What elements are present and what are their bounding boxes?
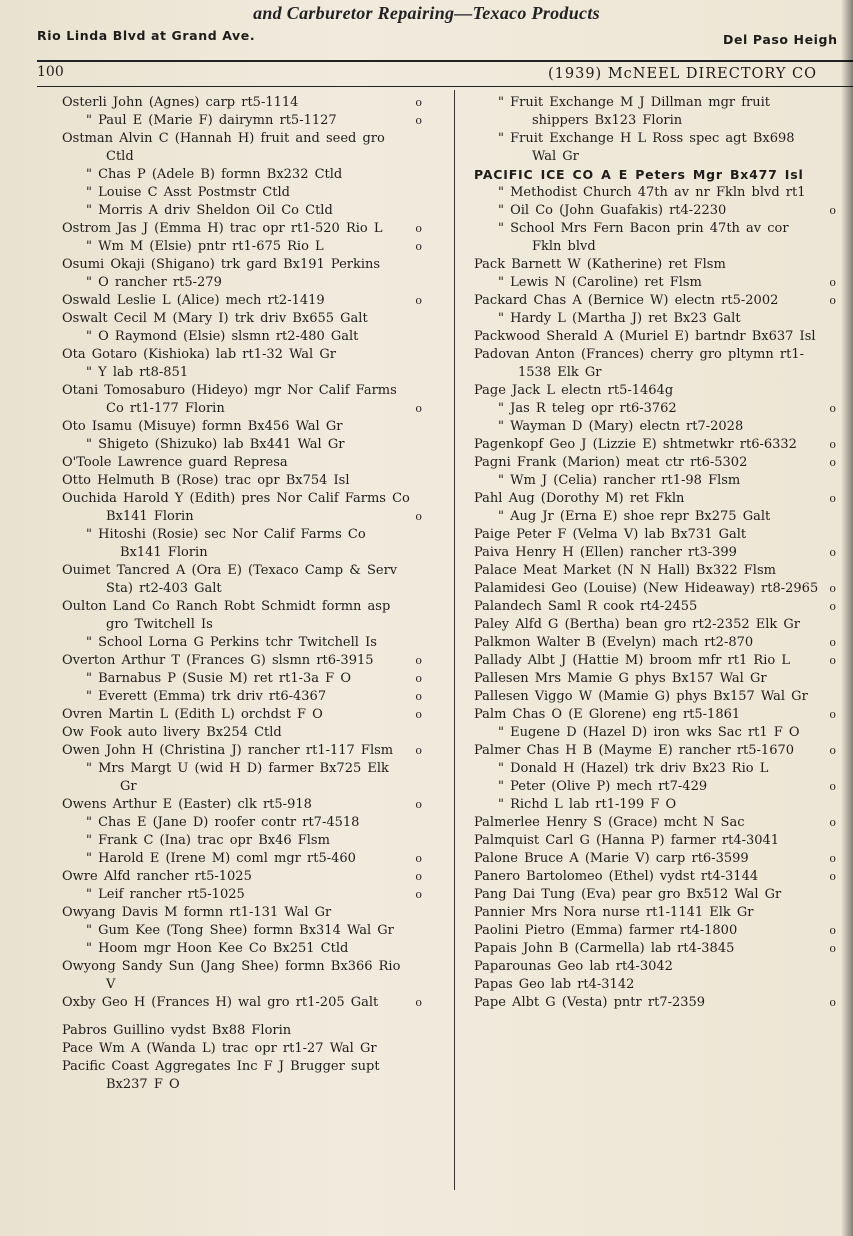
entry-text: " Fruit Exchange M J Dillman mgr fruit shippers Bx123 Florin: [498, 95, 771, 128]
entry-text: Paige Peter F (Velma V) lab Bx731 Galt: [474, 527, 747, 542]
directory-entry: [474, 184, 836, 202]
directory-entry: [474, 544, 836, 562]
directory-entry: [62, 94, 422, 112]
directory-entry: [474, 598, 836, 616]
directory-entry: [474, 850, 836, 868]
directory-entry: [474, 706, 836, 724]
entry-text: Packwood Sherald A (Muriel E) bartndr Bx637 Isl: [474, 329, 816, 344]
entry-text: Palkmon Walter B (Evelyn) mach rt2-870: [474, 635, 754, 650]
entry-text: " Louise C Asst Postmstr Ctld: [86, 185, 290, 200]
directory-entry: [474, 742, 836, 760]
entry-text: Paiva Henry H (Ellen) rancher rt3-399: [474, 545, 737, 560]
owner-mark: o: [829, 942, 836, 955]
entry-text: " Harold E (Irene M) coml mgr rt5-460: [86, 851, 356, 866]
directory-entry: [62, 796, 422, 814]
entry-text: Ostman Alvin C (Hannah H) fruit and seed gro Ctld: [62, 131, 385, 164]
directory-entry: [474, 328, 836, 346]
directory-entry: [62, 868, 422, 886]
entry-text: Palace Meat Market (N N Hall) Bx322 Flsm: [474, 563, 776, 578]
directory-entry: [474, 958, 836, 976]
owner-mark: o: [829, 708, 836, 721]
directory-entry: [62, 814, 422, 832]
entry-text: Packard Chas A (Bernice W) electn rt5-2002: [474, 293, 779, 308]
entry-text: " Shigeto (Shizuko) lab Bx441 Wal Gr: [86, 437, 345, 452]
directory-entry: [62, 760, 422, 796]
directory-entry: [474, 652, 836, 670]
entry-text: Papais John B (Carmella) lab rt4-3845: [474, 941, 735, 956]
entry-text: Pallesen Mrs Mamie G phys Bx157 Wal Gr: [474, 671, 767, 686]
owner-mark: o: [415, 222, 422, 235]
directory-entry: [62, 598, 422, 634]
entry-text: Overton Arthur T (Frances G) slsmn rt6-3915: [62, 653, 374, 668]
directory-entry: [474, 688, 836, 706]
entry-text: " Fruit Exchange H L Ross spec agt Bx698 Wal Gr: [498, 131, 795, 164]
directory-entry: [474, 202, 836, 220]
directory-entry: [62, 724, 422, 742]
directory-entry: [62, 994, 422, 1012]
owner-mark: o: [829, 744, 836, 757]
entry-text: Palone Bruce A (Marie V) carp rt6-3599: [474, 851, 749, 866]
directory-entry: [62, 382, 422, 418]
directory-entry: [62, 256, 422, 274]
owner-mark: o: [829, 852, 836, 865]
entry-text: " Morris A driv Sheldon Oil Co Ctld: [86, 203, 333, 218]
owner-mark: o: [415, 852, 422, 865]
owner-mark: o: [415, 402, 422, 415]
entry-text: Osumi Okaji (Shigano) trk gard Bx191 Perkins: [62, 257, 381, 272]
entry-text: Pace Wm A (Wanda L) trac opr rt1-27 Wal Gr: [62, 1041, 377, 1056]
directory-entry: [474, 868, 836, 886]
owner-mark: o: [829, 276, 836, 289]
directory-entry: [474, 382, 836, 400]
directory-entry: [474, 796, 836, 814]
directory-entry: [62, 958, 422, 994]
directory-entry: [474, 418, 836, 436]
directory-entry: [474, 940, 836, 958]
entry-text: " Mrs Margt U (wid H D) farmer Bx725 Elk Gr: [86, 761, 389, 794]
entry-text: " Peter (Olive P) mech rt7-429: [498, 779, 708, 794]
directory-entry: [474, 616, 836, 634]
directory-entry: [62, 238, 422, 256]
entry-text: Pahl Aug (Dorothy M) ret Fkln: [474, 491, 685, 506]
directory-entry: [62, 850, 422, 868]
owner-mark: o: [829, 402, 836, 415]
entry-text: Pallesen Viggo W (Mamie G) phys Bx157 Wal Gr: [474, 689, 808, 704]
entry-text: Pagni Frank (Marion) meat ctr rt6-5302: [474, 455, 748, 470]
entry-text: " Methodist Church 47th av nr Fkln blvd rt1: [498, 185, 806, 200]
binding-shadow: [841, 0, 853, 1236]
entry-text: Pagenkopf Geo J (Lizzie E) shtmetwkr rt6-6332: [474, 437, 797, 452]
owner-mark: o: [415, 240, 422, 253]
directory-entry: [62, 742, 422, 760]
entry-text: Otto Helmuth B (Rose) trac opr Bx754 Isl: [62, 473, 350, 488]
owner-mark: o: [415, 294, 422, 307]
directory-entry: [474, 508, 836, 526]
entry-text: O'Toole Lawrence guard Represa: [62, 455, 288, 470]
entry-text: " Chas E (Jane D) roofer contr rt7-4518: [86, 815, 360, 830]
directory-entry: [62, 472, 422, 490]
entry-text: Palmerlee Henry S (Grace) mcht N Sac: [474, 815, 745, 830]
directory-entry: [62, 328, 422, 346]
entry-text: Palm Chas O (E Glorene) eng rt5-1861: [474, 707, 741, 722]
entry-text: " Hitoshi (Rosie) sec Nor Calif Farms Co Bx141 Florin: [86, 527, 366, 560]
directory-entry: [474, 886, 836, 904]
directory-entry: [474, 454, 836, 472]
directory-entry: [62, 940, 422, 958]
entry-text: Ow Fook auto livery Bx254 Ctld: [62, 725, 282, 740]
directory-entry: [62, 166, 422, 184]
directory-entry: [474, 976, 836, 994]
owner-mark: o: [415, 96, 422, 109]
owner-mark: o: [829, 438, 836, 451]
directory-entry: [474, 490, 836, 508]
entry-text: " Donald H (Hazel) trk driv Bx23 Rio L: [498, 761, 769, 776]
directory-entry: [62, 562, 422, 598]
directory-entry: [62, 436, 422, 454]
entry-text: " Wm M (Elsie) pntr rt1-675 Rio L: [86, 239, 324, 254]
entry-text: Oto Isamu (Misuye) formn Bx456 Wal Gr: [62, 419, 343, 434]
entry-text: Ouchida Harold Y (Edith) pres Nor Calif Farms Co Bx141 Florin: [62, 491, 410, 524]
directory-entry: [474, 526, 836, 544]
directory-entry: [474, 562, 836, 580]
directory-entry: [474, 760, 836, 778]
directory-entry: [474, 814, 836, 832]
owner-mark: o: [829, 816, 836, 829]
directory-entry: [62, 202, 422, 220]
owner-mark: o: [415, 798, 422, 811]
top-rule: [37, 60, 853, 62]
directory-entry: [62, 832, 422, 850]
directory-entry: [474, 130, 836, 166]
entry-text: Oulton Land Co Ranch Robt Schmidt formn asp gro Twitchell Is: [62, 599, 391, 632]
directory-entry: [62, 364, 422, 382]
owner-mark: o: [829, 636, 836, 649]
entry-text: " O rancher rt5-279: [86, 275, 222, 290]
directory-entry: [474, 832, 836, 850]
entry-text: " School Lorna G Perkins tchr Twitchell Is: [86, 635, 377, 650]
directory-entry: [474, 580, 836, 598]
entry-text: PACIFIC ICE CO A E Peters Mgr Bx477 Isl: [474, 167, 804, 182]
directory-entry: [62, 1022, 422, 1040]
directory-entry: [474, 256, 836, 274]
owner-mark: o: [415, 888, 422, 901]
directory-entry: [474, 274, 836, 292]
entry-text: " Everett (Emma) trk driv rt6-4367: [86, 689, 327, 704]
directory-entry: [62, 922, 422, 940]
section-gap: [62, 1012, 422, 1022]
owner-mark: o: [415, 744, 422, 757]
directory-entry: [474, 724, 836, 742]
entry-text: Paolini Pietro (Emma) farmer rt4-1800: [474, 923, 738, 938]
directory-entry: [474, 994, 836, 1012]
entry-text: " Y lab rt8-851: [86, 365, 189, 380]
owner-mark: o: [829, 294, 836, 307]
directory-entry: [62, 526, 422, 562]
page-number: 100: [37, 64, 64, 80]
entry-text: Owyong Sandy Sun (Jang Shee) formn Bx366 Rio V: [62, 959, 401, 992]
directory-entry: [474, 292, 836, 310]
owner-mark: o: [415, 114, 422, 127]
owner-mark: o: [415, 510, 422, 523]
entry-text: Ouimet Tancred A (Ora E) (Texaco Camp & Serv Sta) rt2-403 Galt: [62, 563, 398, 596]
entry-text: " Chas P (Adele B) formn Bx232 Ctld: [86, 167, 343, 182]
directory-entry: [62, 490, 422, 526]
entry-text: Oxby Geo H (Frances H) wal gro rt1-205 Galt: [62, 995, 379, 1010]
entry-text: Pape Albt G (Vesta) pntr rt7-2359: [474, 995, 706, 1010]
directory-entry: [62, 634, 422, 652]
entry-text: Otani Tomosaburo (Hideyo) mgr Nor Calif Farms Co rt1-177 Florin: [62, 383, 397, 416]
directory-entry: [62, 220, 422, 238]
directory-entry: [474, 400, 836, 418]
directory-entry: [62, 112, 422, 130]
directory-entry: [474, 220, 836, 256]
owner-mark: o: [415, 996, 422, 1009]
advertisement-banner: and Carburetor Repairing—Texaco Products: [253, 3, 600, 23]
entry-text: Ota Gotaro (Kishioka) lab rt1-32 Wal Gr: [62, 347, 336, 362]
directory-entry: [62, 670, 422, 688]
entry-text: Palmer Chas H B (Mayme E) rancher rt5-1670: [474, 743, 795, 758]
directory-entry: [62, 346, 422, 364]
entry-text: Palandech Saml R cook rt4-2455: [474, 599, 698, 614]
directory-entry: [474, 778, 836, 796]
directory-entry: [62, 130, 422, 166]
entry-text: Paparounas Geo lab rt4-3042: [474, 959, 673, 974]
entry-text: " Frank C (Ina) trac opr Bx46 Flsm: [86, 833, 330, 848]
entry-text: Oswald Leslie L (Alice) mech rt2-1419: [62, 293, 325, 308]
owner-mark: o: [415, 870, 422, 883]
owner-mark: o: [415, 708, 422, 721]
entry-text: " Oil Co (John Guafakis) rt4-2230: [498, 203, 727, 218]
header-rule: [37, 86, 853, 87]
directory-entry: [62, 292, 422, 310]
directory-entry: [474, 472, 836, 490]
entry-text: Palmquist Carl G (Hanna P) farmer rt4-3041: [474, 833, 780, 848]
entry-text: Owen John H (Christina J) rancher rt1-117 Flsm: [62, 743, 394, 758]
directory-entry: [474, 670, 836, 688]
directory-entry: [474, 922, 836, 940]
entry-text: Paley Alfd G (Bertha) bean gro rt2-2352 Elk Gr: [474, 617, 800, 632]
owner-mark: o: [829, 870, 836, 883]
directory-entry: [62, 418, 422, 436]
entry-text: Pacific Coast Aggregates Inc F J Brugger supt Bx237 F O: [62, 1059, 380, 1092]
directory-entry: [474, 346, 836, 382]
directory-entry: [474, 166, 836, 184]
directory-entry: [62, 310, 422, 328]
entry-text: Padovan Anton (Frances) cherry gro pltymn rt1-1538 Elk Gr: [474, 347, 804, 380]
directory-entry: [62, 454, 422, 472]
entry-text: Pannier Mrs Nora nurse rt1-1141 Elk Gr: [474, 905, 754, 920]
entry-text: " O Raymond (Elsie) slsmn rt2-480 Galt: [86, 329, 359, 344]
owner-mark: o: [829, 654, 836, 667]
directory-entry: [474, 310, 836, 328]
entry-text: " Jas R teleg opr rt6-3762: [498, 401, 677, 416]
entry-text: Page Jack L electn rt5-1464g: [474, 383, 674, 398]
entry-text: Pang Dai Tung (Eva) pear gro Bx512 Wal Gr: [474, 887, 782, 902]
entry-text: " Paul E (Marie F) dairymn rt5-1127: [86, 113, 337, 128]
owner-mark: o: [415, 654, 422, 667]
owner-mark: o: [829, 456, 836, 469]
owner-mark: o: [415, 690, 422, 703]
address-left: Rio Linda Blvd at Grand Ave.: [37, 28, 256, 43]
entry-text: Owens Arthur E (Easter) clk rt5-918: [62, 797, 312, 812]
directory-entry: [474, 94, 836, 130]
owner-mark: o: [829, 780, 836, 793]
owner-mark: o: [829, 546, 836, 559]
entry-text: " Hoom mgr Hoon Kee Co Bx251 Ctld: [86, 941, 349, 956]
entry-text: " Richd L lab rt1-199 F O: [498, 797, 677, 812]
directory-entry: [62, 184, 422, 202]
entry-text: " Wayman D (Mary) electn rt7-2028: [498, 419, 744, 434]
entry-text: " Eugene D (Hazel D) iron wks Sac rt1 F O: [498, 725, 800, 740]
entry-text: Oswalt Cecil M (Mary I) trk driv Bx655 Galt: [62, 311, 368, 326]
entry-text: Osterli John (Agnes) carp rt5-1114: [62, 95, 299, 110]
left-column: [62, 94, 422, 1094]
directory-entry: [62, 652, 422, 670]
address-right: Del Paso Heigh: [723, 32, 838, 47]
owner-mark: o: [829, 204, 836, 217]
entry-text: Ovren Martin L (Edith L) orchdst F O: [62, 707, 323, 722]
owner-mark: o: [829, 600, 836, 613]
owner-mark: o: [829, 996, 836, 1009]
entry-text: " Barnabus P (Susie M) ret rt1-3a F O: [86, 671, 351, 686]
entry-text: Papas Geo lab rt4-3142: [474, 977, 635, 992]
entry-text: " Leif rancher rt5-1025: [86, 887, 245, 902]
entry-text: Pallady Albt J (Hattie M) broom mfr rt1 Rio L: [474, 653, 790, 668]
entry-text: " Aug Jr (Erna E) shoe repr Bx275 Galt: [498, 509, 771, 524]
owner-mark: o: [829, 924, 836, 937]
entry-text: " Lewis N (Caroline) ret Flsm: [498, 275, 702, 290]
entry-text: Panero Bartolomeo (Ethel) vydst rt4-3144: [474, 869, 759, 884]
entry-text: Owyang Davis M formn rt1-131 Wal Gr: [62, 905, 332, 920]
entry-text: " School Mrs Fern Bacon prin 47th av cor Fkln blvd: [498, 221, 789, 254]
directory-entry: [62, 904, 422, 922]
running-head: (1939) McNEEL DIRECTORY CO: [548, 66, 818, 82]
directory-entry: [474, 436, 836, 454]
directory-entry: [62, 1058, 422, 1094]
directory-entry: [62, 274, 422, 292]
directory-entry: [62, 706, 422, 724]
owner-mark: o: [829, 492, 836, 505]
entry-text: " Hardy L (Martha J) ret Bx23 Galt: [498, 311, 741, 326]
column-divider: [454, 90, 455, 1190]
directory-entry: [62, 688, 422, 706]
entry-text: Palamidesi Geo (Louise) (New Hideaway) rt8-2965: [474, 581, 819, 596]
directory-entry: [474, 634, 836, 652]
entry-text: " Wm J (Celia) rancher rt1-98 Flsm: [498, 473, 741, 488]
entry-text: Owre Alfd rancher rt5-1025: [62, 869, 252, 884]
owner-mark: o: [829, 582, 836, 595]
entry-text: Ostrom Jas J (Emma H) trac opr rt1-520 Rio L: [62, 221, 383, 236]
entry-text: Pack Barnett W (Katherine) ret Flsm: [474, 257, 726, 272]
directory-entry: [62, 1040, 422, 1058]
directory-entry: [474, 904, 836, 922]
entry-text: " Gum Kee (Tong Shee) formn Bx314 Wal Gr: [86, 923, 394, 938]
directory-entry: [62, 886, 422, 904]
right-column: [474, 94, 836, 1012]
owner-mark: o: [415, 672, 422, 685]
entry-text: Pabros Guillino vydst Bx88 Florin: [62, 1023, 292, 1038]
